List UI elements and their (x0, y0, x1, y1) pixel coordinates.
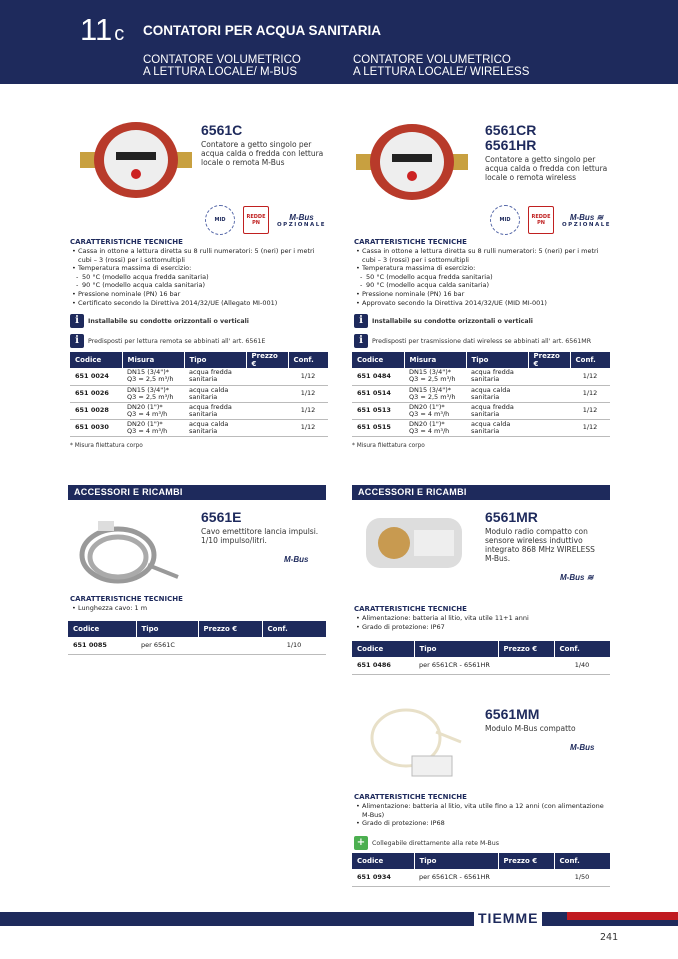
cell-line: DN20 (1")* (127, 402, 163, 411)
char-list-6561mm (354, 802, 612, 828)
type-cell (466, 385, 528, 402)
price-cell (498, 869, 554, 886)
cell-lines (127, 421, 179, 435)
price-cell (528, 368, 570, 385)
column-header: Codice (68, 621, 136, 637)
footnote-6561c: * Misura filettatura corpo (70, 442, 143, 449)
mid-badge-icon: MID (205, 205, 235, 235)
mbus-logo: M-Bus (570, 743, 595, 752)
size-cell (122, 385, 184, 402)
cell-lines (409, 369, 461, 383)
cell-lines (189, 421, 241, 435)
code-cell: 651 0028 (70, 402, 122, 419)
page-header (0, 0, 678, 84)
product-desc-6561mr: Modulo radio compatto con sensore wireless induttivo integrato 868 MHz WIRELESS M-Bus. (485, 527, 595, 563)
table-row (70, 385, 328, 402)
size-cell (122, 402, 184, 419)
table-row (352, 419, 610, 436)
char-list-6561mr (354, 614, 612, 631)
pn-badge-icon: REDDE PN (528, 206, 554, 234)
cell-lines (189, 404, 241, 418)
mbus-logo: M-Bus OPZIONALE (277, 212, 327, 228)
column-header: Conf. (554, 853, 610, 869)
price-cell (528, 385, 570, 402)
cert-badges-6561cr (490, 205, 611, 235)
cell-line: acqua fredda (189, 368, 232, 377)
size-cell (122, 419, 184, 436)
cell-line: acqua calda (471, 385, 511, 394)
cell-line: sanitaria (471, 375, 500, 384)
type-cell (184, 368, 246, 385)
code-cell: 651 0024 (70, 368, 122, 385)
footer-accent-bar (567, 912, 678, 920)
cell-line: sanitaria (471, 426, 500, 435)
table-row (352, 657, 610, 674)
column-header: Prezzo € (498, 641, 554, 657)
table-row (352, 869, 610, 886)
column-header: Prezzo € (198, 621, 262, 637)
cell-line: acqua fredda (471, 368, 514, 377)
cell-lines (471, 369, 523, 383)
cert-badges-6561c (205, 205, 326, 235)
table-row (70, 419, 328, 436)
cell-lines (189, 387, 241, 401)
code-cell: 651 0486 (352, 657, 414, 674)
table-row (70, 402, 328, 419)
char-title-6561mm: CARATTERISTICHE TECNICHE (354, 793, 467, 801)
price-table-6561e (68, 621, 326, 655)
cell-line: DN20 (1")* (409, 419, 445, 428)
product-desc-6561e: Cavo emettitore lancia impulsi. 1/10 impulso/litri. (201, 527, 319, 545)
char-item: • Pressione nominale (PN) 16 bar (70, 290, 328, 299)
install-note-6561cr: i Installabile su condotte orizzontali o verticali (354, 313, 612, 329)
conf-cell: 1/12 (288, 419, 328, 436)
price-table-6561cr (352, 352, 610, 437)
table-row (68, 637, 326, 654)
price-cell (246, 419, 288, 436)
cell-lines (471, 421, 523, 435)
column-header: Tipo (414, 641, 498, 657)
column-header: Misura (122, 352, 184, 368)
type-cell (184, 419, 246, 436)
char-item: - 90 °C (modello acqua calda sanitaria) (70, 281, 328, 290)
char-item: • Approvato secondo la Direttiva 2014/32/UE (MID MI-001) (354, 299, 612, 308)
conf-cell: 1/50 (554, 869, 610, 886)
cell-line: DN15 (3/4")* (127, 368, 169, 377)
type-cell: per 6561C (136, 637, 198, 654)
price-cell (198, 637, 262, 654)
price-cell (528, 402, 570, 419)
char-item: • Alimentazione: batteria al litio, vita utile 11+1 anni (354, 614, 612, 623)
product-name-6561cr: 6561CR 6561HR (485, 122, 537, 153)
char-title-6561cr: CARATTERISTICHE TECNICHE (354, 238, 467, 246)
type-cell (184, 402, 246, 419)
wifi-icon: ≋ (596, 212, 604, 222)
cell-lines (409, 404, 461, 418)
info-icon: i (354, 314, 368, 328)
column-header: Tipo (414, 853, 498, 869)
char-item: • Certificato secondo la Direttiva 2014/32/UE (Allegato MI-001) (70, 299, 328, 308)
pn-badge-icon: REDDE PN (243, 206, 269, 234)
code-cell: 651 0484 (352, 368, 404, 385)
table-row (352, 368, 610, 385)
price-cell (246, 385, 288, 402)
char-item: • Lunghezza cavo: 1 m (70, 604, 328, 613)
cell-line: sanitaria (471, 409, 500, 418)
wifi-icon: ≋ (586, 573, 594, 582)
column-header: Tipo (466, 352, 528, 368)
cell-lines (127, 369, 179, 383)
plus-icon: + (354, 836, 368, 850)
cell-line: Q3 = 2,5 m³/h (409, 392, 456, 401)
size-cell (404, 368, 466, 385)
product-name-6561mm: 6561MM (485, 706, 540, 722)
conf-cell: 1/10 (262, 637, 326, 654)
char-item: • Grado di protezione: IP67 (354, 623, 612, 632)
left-subtitle: CONTATORE VOLUMETRICO A LETTURA LOCALE/ M-BUS (143, 54, 301, 78)
product-name-6561e: 6561E (201, 509, 242, 525)
column-header: Prezzo € (498, 853, 554, 869)
column-header: Conf. (554, 641, 610, 657)
code-cell: 651 0934 (352, 869, 414, 886)
cell-line: acqua fredda (471, 402, 514, 411)
cell-line: sanitaria (471, 392, 500, 401)
column-header: Prezzo € (246, 352, 288, 368)
install-note-6561c: i Installabile su condotte orizzontali o verticali (70, 313, 328, 329)
cell-line: DN15 (3/4")* (409, 368, 451, 377)
type-cell (466, 402, 528, 419)
size-cell (122, 368, 184, 385)
conf-cell: 1/12 (570, 402, 610, 419)
cell-lines (471, 404, 523, 418)
cell-line: sanitaria (189, 426, 218, 435)
cell-line: Q3 = 2,5 m³/h (127, 392, 174, 401)
cell-line: Q3 = 2,5 m³/h (127, 375, 174, 384)
cell-line: DN20 (1")* (127, 419, 163, 428)
wireless-note-6561cr: i Predisposti per trasmissione dati wireless se abbinati all' art. 6561MR (354, 333, 612, 349)
product-desc-6561c: Contatore a getto singolo per acqua calda o fredda con lettura locale o remota M-Bus (201, 140, 324, 167)
char-item: • Alimentazione: batteria al litio, vita utile fino a 12 anni (con alimentazione M-Bus) (354, 802, 612, 819)
char-title-6561mr: CARATTERISTICHE TECNICHE (354, 605, 467, 613)
column-header: Codice (352, 352, 404, 368)
conf-cell: 1/12 (570, 419, 610, 436)
char-item: • Cassa in ottone a lettura diretta su 8 rulli numeratori: 5 (neri) per i metri cubi – 3 (rossi) per i sottomultipli (70, 247, 328, 264)
table-row (352, 402, 610, 419)
remote-note-6561c: i Predisposti per lettura remota se abbinati all' art. 6561E (70, 333, 328, 349)
conf-cell: 1/12 (288, 385, 328, 402)
cell-lines (471, 387, 523, 401)
char-list-6561c (70, 247, 328, 307)
mbus-wireless-logo: M-Bus ≋ (560, 573, 594, 582)
cell-line: Q3 = 2,5 m³/h (409, 375, 456, 384)
brand-logo: TIEMME (474, 910, 542, 926)
code-cell: 651 0085 (68, 637, 136, 654)
column-header: Misura (404, 352, 466, 368)
cell-lines (409, 421, 461, 435)
size-cell (404, 402, 466, 419)
info-icon: i (70, 314, 84, 328)
cell-line: DN20 (1")* (409, 402, 445, 411)
char-list-6561cr (354, 247, 612, 307)
column-header: Prezzo € (528, 352, 570, 368)
column-header: Codice (352, 641, 414, 657)
size-cell (404, 385, 466, 402)
cell-line: sanitaria (189, 409, 218, 418)
mid-badge-icon: MID (490, 205, 520, 235)
type-cell: per 6561CR - 6561HR (414, 869, 498, 886)
price-cell (246, 368, 288, 385)
column-header: Codice (70, 352, 122, 368)
conf-cell: 1/12 (570, 385, 610, 402)
cable-photo-6561e (78, 515, 182, 593)
mbus-module-photo-6561mm (366, 702, 466, 786)
column-header: Conf. (288, 352, 328, 368)
price-cell (528, 419, 570, 436)
product-name-6561mr: 6561MR (485, 509, 538, 525)
cell-lines (127, 404, 179, 418)
footnote-6561cr: * Misura filettatura corpo (352, 442, 425, 449)
price-cell (498, 657, 554, 674)
cell-lines (409, 387, 461, 401)
radio-module-photo-6561mr (364, 512, 464, 576)
char-item: • Temperatura massima di esercizio: (354, 264, 612, 273)
page-number: 241 (600, 932, 619, 943)
cell-line: acqua calda (189, 419, 229, 428)
mbus-wireless-logo: M-Bus ≋ OPZIONALE (562, 212, 612, 228)
product-desc-6561mm: Modulo M-Bus compatto (485, 724, 576, 733)
code-cell: 651 0514 (352, 385, 404, 402)
conf-cell: 1/12 (570, 368, 610, 385)
type-cell: per 6561CR - 6561HR (414, 657, 498, 674)
column-header: Tipo (184, 352, 246, 368)
right-subtitle: CONTATORE VOLUMETRICO A LETTURA LOCALE/ WIRELESS (353, 54, 530, 78)
char-item: - 90 °C (modello acqua calda sanitaria) (354, 281, 612, 290)
product-desc-6561cr: Contatore a getto singolo per acqua calda o fredda con lettura locale o remota wireless (485, 155, 608, 182)
char-title-6561c: CARATTERISTICHE TECNICHE (70, 238, 183, 246)
code-cell: 651 0026 (70, 385, 122, 402)
chapter-number: 11 c (80, 12, 125, 47)
mbus-logo: M-Bus (284, 555, 309, 564)
type-cell (466, 419, 528, 436)
type-cell (184, 385, 246, 402)
cell-lines (127, 387, 179, 401)
conf-cell: 1/12 (288, 402, 328, 419)
price-table-6561mm (352, 853, 610, 887)
cell-line: acqua calda (471, 419, 511, 428)
type-cell (466, 368, 528, 385)
price-table-6561c (70, 352, 328, 437)
cell-line: Q3 = 4 m³/h (127, 426, 168, 435)
price-cell (246, 402, 288, 419)
section-title-accessori-right: ACCESSORI E RICAMBI (352, 485, 610, 500)
column-header: Tipo (136, 621, 198, 637)
code-cell: 651 0513 (352, 402, 404, 419)
cell-line: Q3 = 4 m³/h (409, 426, 450, 435)
mbus-network-note: + Collegabile direttamente alla rete M-Bus (354, 835, 612, 851)
cell-line: acqua calda (189, 385, 229, 394)
char-item: • Temperatura massima di esercizio: (70, 264, 328, 273)
product-name-6561c: 6561C (201, 122, 243, 138)
size-cell (404, 419, 466, 436)
conf-cell: 1/12 (288, 368, 328, 385)
cell-line: sanitaria (189, 392, 218, 401)
table-row (70, 368, 328, 385)
cell-line: Q3 = 4 m³/h (127, 409, 168, 418)
cell-lines (189, 369, 241, 383)
price-table-6561mr (352, 641, 610, 675)
info-icon: i (354, 334, 368, 348)
info-icon: i (70, 334, 84, 348)
conf-cell: 1/40 (554, 657, 610, 674)
cell-line: sanitaria (189, 375, 218, 384)
char-item: • Pressione nominale (PN) 16 bar (354, 290, 612, 299)
page-title: CONTATORI PER ACQUA SANITARIA (143, 23, 381, 38)
cell-line: Q3 = 4 m³/h (409, 409, 450, 418)
section-title-accessori-left: ACCESSORI E RICAMBI (68, 485, 326, 500)
char-title-6561e: CARATTERISTICHE TECNICHE (70, 595, 183, 603)
cell-line: DN15 (3/4")* (409, 385, 451, 394)
cell-line: acqua fredda (189, 402, 232, 411)
char-list-6561e (70, 604, 328, 613)
char-item: • Grado di protezione: IP68 (354, 819, 612, 828)
code-cell: 651 0515 (352, 419, 404, 436)
column-header: Conf. (262, 621, 326, 637)
meter-photo-6561c (80, 118, 192, 204)
char-item: • Cassa in ottone a lettura diretta su 8 rulli numeratori: 5 (neri) per i metri cubi – 3 (rossi) per i sottomultipli (354, 247, 612, 264)
char-item: - 50 °C (modello acqua fredda sanitaria) (354, 273, 612, 282)
char-item: - 50 °C (modello acqua fredda sanitaria) (70, 273, 328, 282)
cell-line: DN15 (3/4")* (127, 385, 169, 394)
meter-photo-6561cr (356, 120, 468, 206)
column-header: Conf. (570, 352, 610, 368)
code-cell: 651 0030 (70, 419, 122, 436)
column-header: Codice (352, 853, 414, 869)
table-row (352, 385, 610, 402)
